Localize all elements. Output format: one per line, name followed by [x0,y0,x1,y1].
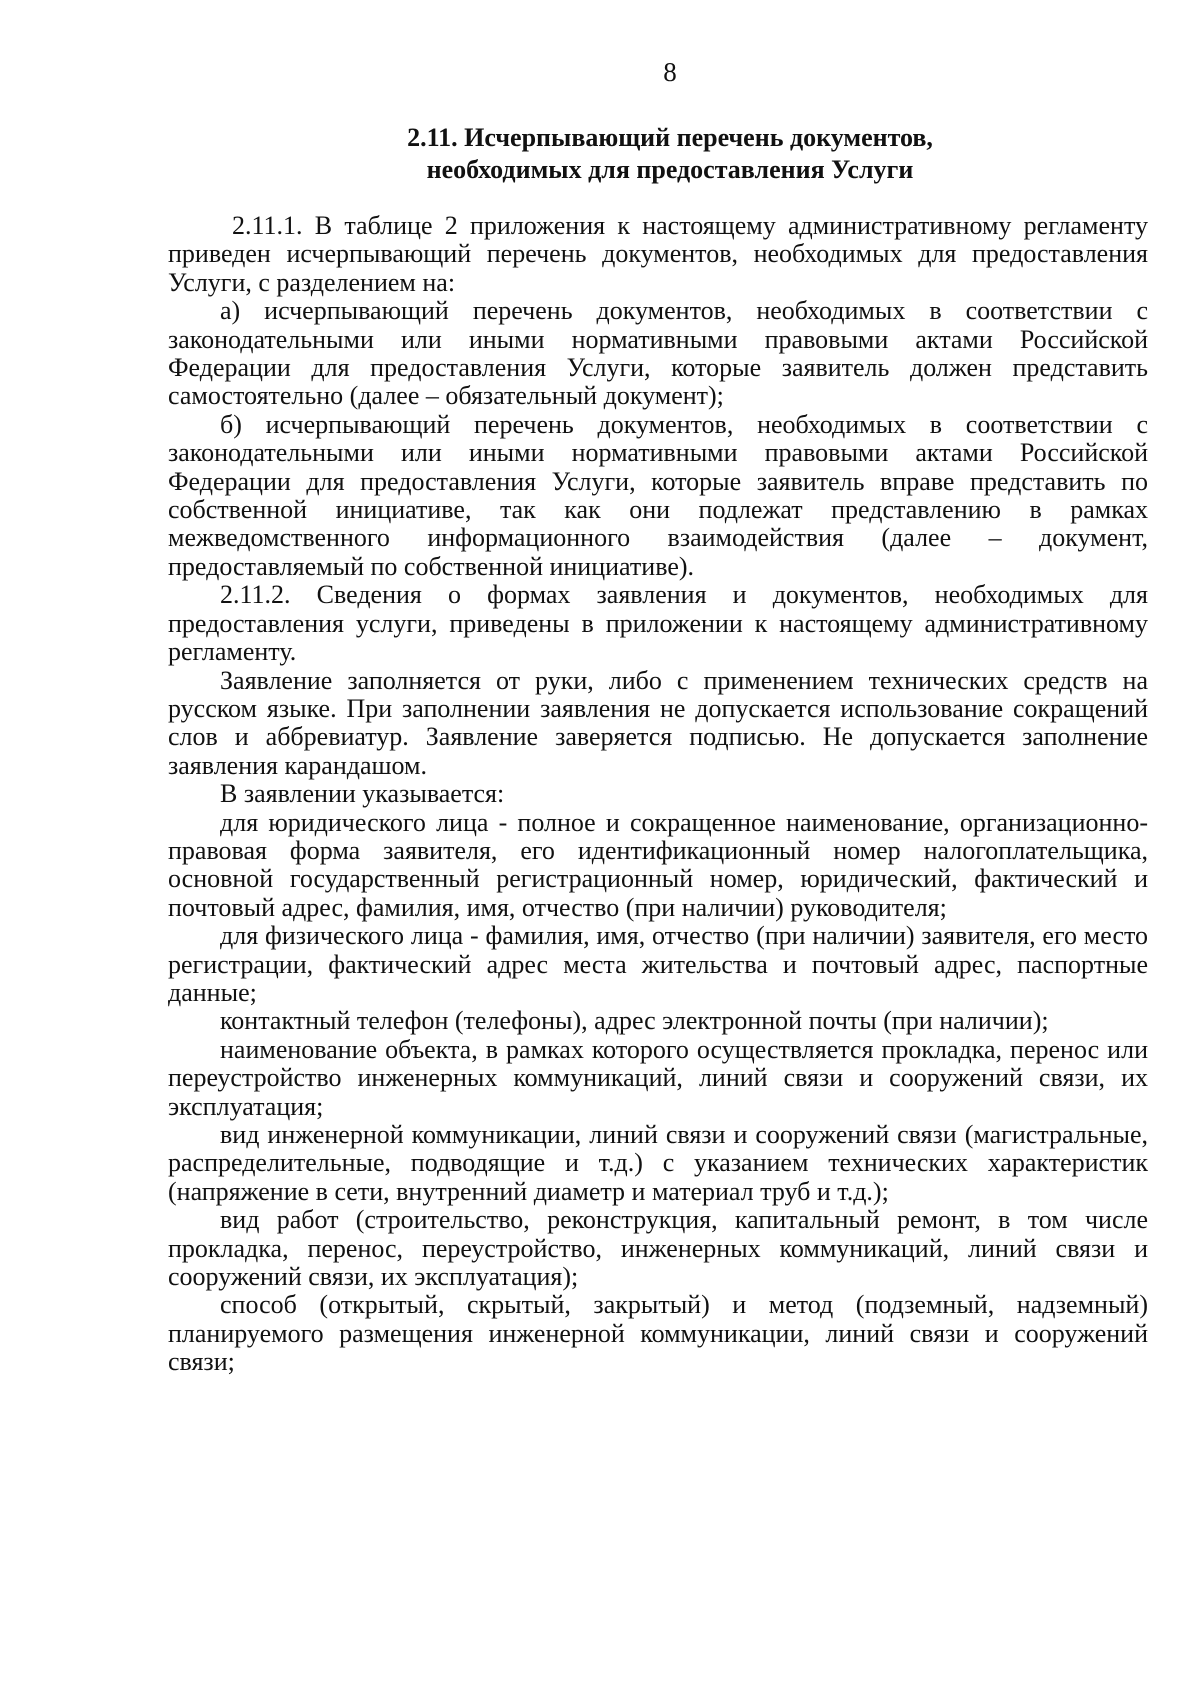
section-heading [330,122,1010,186]
paragraph-item-a: а) исчерпывающий перечень документов, необходимых в соответствии с законодательными или иными нормативными правовыми актами Российской Федерации для предоставления Услуги, которые заявитель должен представить самостоятельно (далее – обязательный документ); [168,296,1148,411]
document-body [168,212,1148,1377]
paragraph-legal-entity: для юридического лица - полное и сокращенное наименование, организационно-правовая форма заявителя, его идентификационный номер налогоплательщика, основной государственный регистрационный номер, юридический, фактический и почтовый адрес, фамилия, имя, отчество (при наличии) руководителя; [168,807,1148,922]
paragraph-work-type: вид работ (строительство, реконструкция, капитальный ремонт, в том числе прокладка, перенос, переустройство, инженерных коммуникаций, линий связи и сооружений связи, их эксплуатация); [168,1205,1148,1292]
paragraph-2-11-1: 2.11.1. В таблице 2 приложения к настоящему административному регламенту приведен исчерпывающий перечень документов, необходимых для предоставления Услуги, с разделением на: [168,211,1148,297]
paragraph-object-name: наименование объекта, в рамках которого осуществляется прокладка, перенос или переустройство инженерных коммуникаций, линий связи и сооружений связи, их эксплуатация; [168,1034,1148,1121]
paragraph-communication-type: вид инженерной коммуникации, линий связи и сооружений связи (магистральные, распределительные, подводящие и т.д.) с указанием технических характеристик (напряжение в сети, внутренний диаметр и материал труб и т.д.); [168,1120,1148,1206]
paragraph-2-11-2: 2.11.2. Сведения о формах заявления и документов, необходимых для предоставления услуги, приведены в приложении к настоящему административному регламенту. [168,580,1148,667]
paragraph-placement-method: способ (открытый, скрытый, закрытый) и метод (подземный, надземный) планируемого размещения инженерной коммуникации, линий связи и сооружений связи; [168,1290,1148,1377]
page-number: 8 [663,57,677,87]
paragraph-filling-rules: Заявление заполняется от руки, либо с применением технических средств на русском языке. При заполнении заявления не допускается использование сокращений слов и аббревиатур. Заявление заверяется подписью. Не допускается заполнение заявления карандашом. [168,665,1148,780]
paragraph-individual: для физического лица - фамилия, имя, отчество (при наличии) заявителя, его место регистрации, фактический адрес места жительства и почтовый адрес, паспортные данные; [168,921,1148,1007]
paragraph-item-b: б) исчерпывающий перечень документов, необходимых в соответствии с законодательными или иными нормативными правовыми актами Российской Федерации для предоставления Услуги, которые заявитель вправе представить по собственной инициативе, так как они подлежат представлению в рамках межведомственного информационного взаимодействия (далее – документ, предоставляемый по собственной инициативе). [168,409,1148,581]
section-heading-line-1: 2.11. Исчерпывающий перечень документов, [407,123,933,152]
paragraph-contacts: контактный телефон (телефоны), адрес электронной почты (при наличии); [220,1006,1049,1036]
paragraph-application-contents-intro: В заявлении указывается: [220,779,505,809]
section-heading-line-2: необходимых для предоставления Услуги [426,155,914,184]
